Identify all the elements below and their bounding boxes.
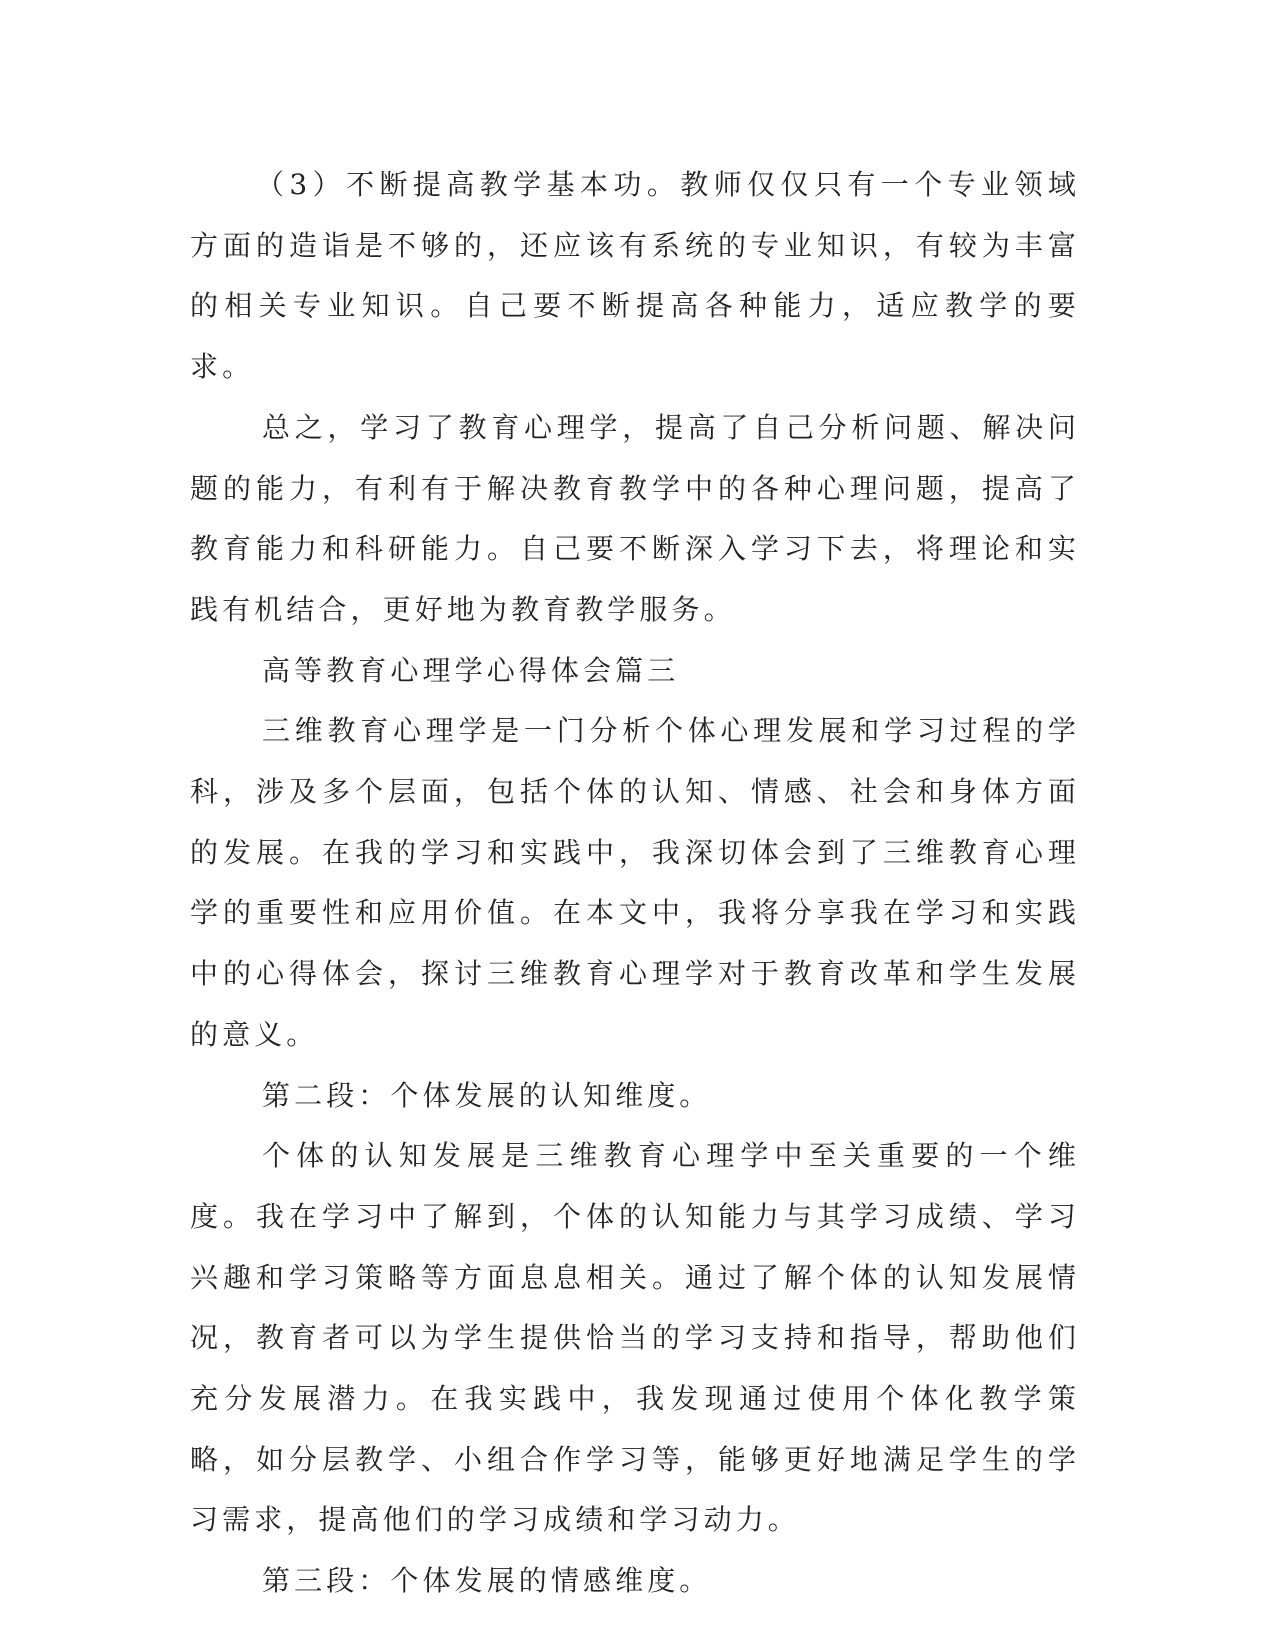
paragraph-heading-emotional: 第三段：个体发展的情感维度。 [262,1564,712,1598]
section-heading: 高等教育心理学心得体会篇三 [262,653,680,687]
document-body [190,155,1080,1612]
paragraph-intro: 三维教育心理学是一门分析个体心理发展和学习过程的学科，涉及多个层面，包括个体的认知、情感、社会和身体方面的发展。在我的学习和实践中，我深切体会到了三维教育心理学的重要性和应用价值。在本文中，我将分享我在学习和实践中的心得体会，探讨三维教育心理学对于教育改革和学生发展的意义。 [190,714,1080,1051]
paragraph-heading-cognitive: 第二段：个体发展的认知维度。 [262,1078,712,1112]
paragraph-summary: 总之，学习了教育心理学，提高了自己分析问题、解决问题的能力，有利有于解决教育教学中的各种心理问题，提高了教育能力和科研能力。自己要不断深入学习下去，将理论和实践有机结合，更好地为教育教学服务。 [190,410,1080,626]
paragraph-teaching-skills: （3）不断提高教学基本功。教师仅仅只有一个专业领域方面的造诣是不够的，还应该有系统的专业知识，有较为丰富的相关专业知识。自己要不断提高各种能力，适应教学的要求。 [190,168,1080,384]
paragraph-cognitive: 个体的认知发展是三维教育心理学中至关重要的一个维度。我在学习中了解到，个体的认知能力与其学习成绩、学习兴趣和学习策略等方面息息相关。通过了解个体的认知发展情况，教育者可以为学生提供恰当的学习支持和指导，帮助他们充分发展潜力。在我实践中，我发现通过使用个体化教学策略，如分层教学、小组合作学习等，能够更好地满足学生的学习需求，提高他们的学习成绩和学习动力。 [190,1139,1080,1537]
